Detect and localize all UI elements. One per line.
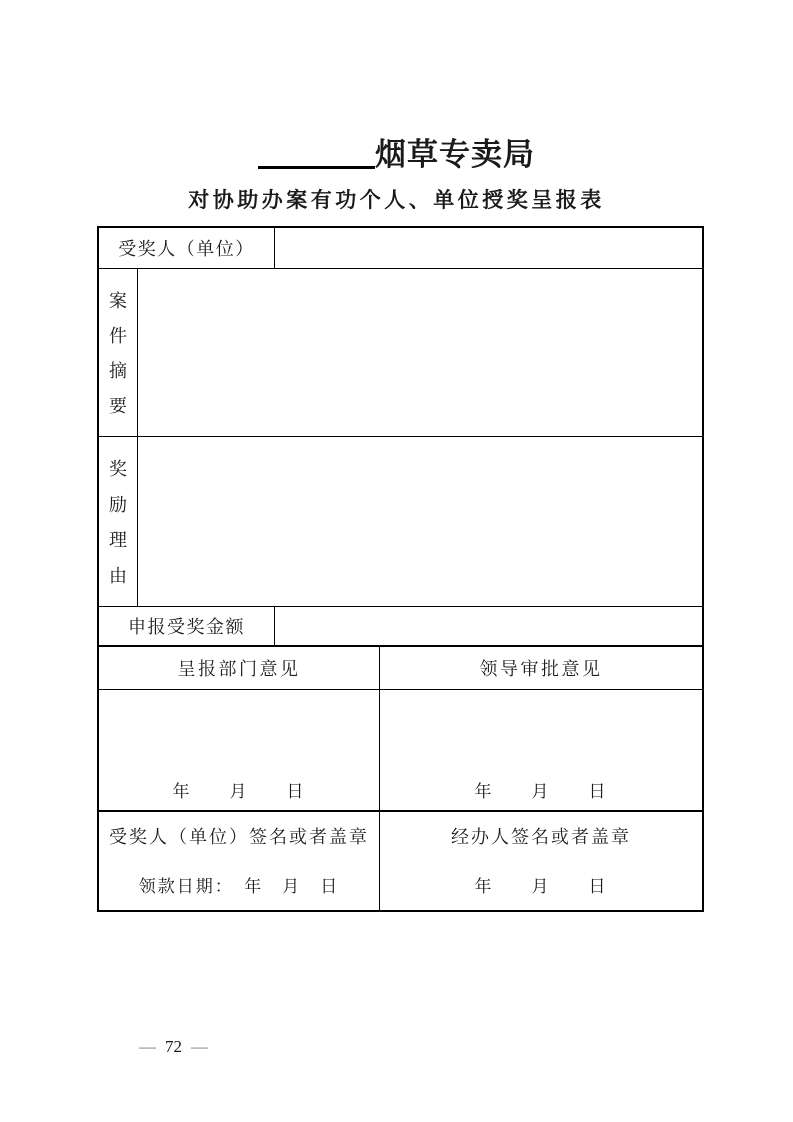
reward-reason-content-cell[interactable] bbox=[138, 437, 702, 606]
recipient-signature-label: 受奖人（单位）签名或者盖章 bbox=[109, 827, 369, 847]
dept-opinion-content-cell[interactable] bbox=[99, 690, 380, 810]
recipient-value-cell[interactable] bbox=[275, 228, 702, 268]
case-summary-row bbox=[99, 269, 702, 437]
leader-opinion-content-cell[interactable] bbox=[380, 690, 702, 810]
title-underline-blank bbox=[258, 166, 375, 169]
leader-opinion-date-line: 年 月 日 bbox=[474, 782, 608, 801]
handler-date-line: 年 月 日 bbox=[474, 877, 608, 896]
handler-signature-label: 经办人签名或者盖章 bbox=[451, 827, 631, 847]
title-text: 烟草专卖局 bbox=[375, 137, 535, 173]
case-summary-label-char: 要 bbox=[109, 396, 127, 416]
leader-opinion-header: 领导审批意见 bbox=[479, 659, 603, 679]
dept-opinion-header: 呈报部门意见 bbox=[99, 647, 380, 689]
reward-reason-row bbox=[99, 437, 702, 607]
page-number bbox=[126, 1037, 221, 1057]
handler-signature-cell[interactable] bbox=[380, 812, 702, 910]
reward-reason-label-char: 理 bbox=[109, 530, 127, 551]
declared-amount-value-cell[interactable] bbox=[275, 607, 702, 645]
signature-row bbox=[99, 812, 702, 910]
opinion-body-row bbox=[99, 690, 702, 812]
opinion-header-row bbox=[99, 647, 702, 690]
award-form-table bbox=[97, 226, 704, 912]
recipient-row bbox=[99, 228, 702, 269]
reward-reason-label-char: 由 bbox=[109, 565, 127, 586]
case-summary-label-char: 件 bbox=[109, 326, 127, 346]
recipient-signature-cell[interactable] bbox=[99, 812, 380, 910]
case-summary-label-char: 摘 bbox=[109, 361, 127, 381]
reward-reason-label bbox=[99, 437, 138, 606]
reward-reason-label-char: 励 bbox=[109, 494, 127, 515]
payment-date-line: 领款日期： 年 月 日 bbox=[138, 877, 340, 896]
declared-amount-row bbox=[99, 607, 702, 647]
reward-reason-label-char: 奖 bbox=[109, 459, 127, 480]
page-number-right-dash: — bbox=[191, 1037, 208, 1056]
case-summary-label bbox=[99, 269, 138, 436]
document-subtitle: 对协助办案有功个人、单位授奖呈报表 bbox=[188, 189, 605, 212]
declared-amount-label: 申报受奖金额 bbox=[99, 607, 275, 645]
case-summary-label-char: 案 bbox=[109, 291, 127, 311]
dept-opinion-date-line: 年 月 日 bbox=[172, 782, 306, 801]
page-number-left-dash: — bbox=[139, 1037, 156, 1056]
case-summary-content-cell[interactable] bbox=[138, 269, 702, 436]
page-number-value: 72 bbox=[165, 1037, 182, 1056]
recipient-label: 受奖人（单位） bbox=[99, 228, 275, 268]
document-title bbox=[0, 127, 793, 173]
